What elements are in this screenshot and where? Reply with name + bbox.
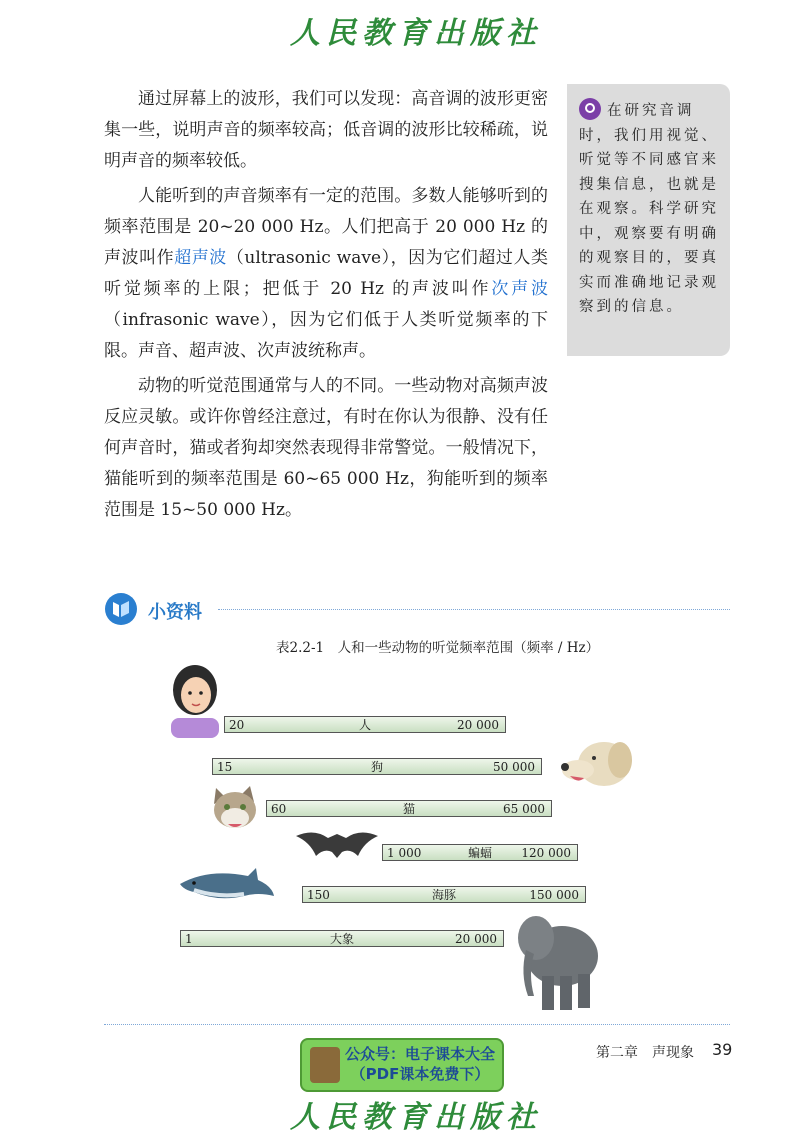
resource-title: 小资料 — [148, 602, 202, 623]
footer-divider — [104, 1024, 730, 1025]
frequency-bar — [266, 800, 552, 817]
bar-high-value: 20 000 — [455, 932, 497, 946]
sidebar-text: 在研究音调时，我们用视觉、听觉等不同感官来搜集信息，也就是在观察。科学研究中，观察要有明确的观察目的，要真实而准确地记录观察到的信息。 — [579, 103, 719, 315]
sidebar-text-block — [579, 98, 723, 320]
girl-illustration — [166, 662, 224, 738]
dolphin-illustration — [178, 862, 276, 912]
frequency-bar — [180, 930, 504, 947]
bar-high-value: 65 000 — [503, 802, 545, 816]
paragraph-2 — [104, 181, 548, 367]
dog-illustration — [556, 736, 638, 794]
bar-high-value: 120 000 — [521, 846, 571, 860]
paragraph-2-part-a: 人能听到的声音频率有一定的范围。多数人能够听到的频率范围是 20~20 000 Hz。人们把高于 20 000 Hz 的声波叫作 — [104, 186, 548, 268]
watermark-line-1: 公众号：电子课本大全 — [344, 1045, 495, 1063]
watermark-line-2: （PDF课本免费下） — [350, 1065, 490, 1083]
bar-animal-name: 人 — [358, 718, 372, 732]
book-icon — [310, 1047, 340, 1083]
resource-divider — [218, 609, 730, 610]
publisher-logo-top: 人民教育出版社 — [290, 16, 542, 51]
chapter-label: 第二章 声现象 — [596, 1045, 694, 1061]
page-number: 39 — [712, 1040, 733, 1059]
paragraph-2-part-b: （ultrasonic wave），因为它们超过人类听觉频率的上限；把低于 20 Hz 的声波叫作 — [104, 248, 548, 299]
bar-low-value: 20 — [229, 718, 245, 732]
bar-low-value: 15 — [217, 760, 233, 774]
table-caption: 表2.2-1 人和一些动物的听觉频率范围（频率 / Hz） — [276, 640, 600, 656]
bar-low-value: 150 — [307, 888, 330, 902]
frequency-bar — [224, 716, 506, 733]
frequency-bar — [302, 886, 586, 903]
bar-low-value: 60 — [271, 802, 287, 816]
paragraph-3: 动物的听觉范围通常与人的不同。一些动物对高频声波反应灵敏。或许你曾经注意过，有时在你认为很静、没有任何声音时，猫或者狗却突然表现得非常警觉。一般情况下，猫能听到的频率范围是 60~65 000 Hz，狗能听到的频率范围是 15~50 000 Hz。 — [104, 376, 548, 520]
bar-high-value: 50 000 — [493, 760, 535, 774]
resource-icon — [104, 592, 138, 626]
publisher-logo-bottom: 人民教育出版社 — [290, 1100, 542, 1135]
frequency-bar — [382, 844, 578, 861]
bar-animal-name: 海豚 — [431, 888, 457, 902]
bar-high-value: 20 000 — [457, 718, 499, 732]
bar-animal-name: 蝙蝠 — [467, 846, 493, 860]
paragraph-2-part-c: （infrasonic wave），因为它们低于人类听觉频率的下限。声音、超声波、次声波统称声。 — [104, 310, 548, 361]
bat-illustration — [294, 826, 380, 860]
bar-low-value: 1 — [185, 932, 193, 946]
term-ultrasonic: 超声波 — [174, 248, 227, 268]
frequency-bar — [212, 758, 542, 775]
bar-animal-name: 大象 — [329, 932, 355, 946]
bar-high-value: 150 000 — [529, 888, 579, 902]
eye-icon — [579, 98, 601, 120]
wechat-watermark — [300, 1038, 504, 1092]
bar-animal-name: 猫 — [402, 802, 416, 816]
elephant-illustration — [512, 904, 602, 1014]
paragraph-1: 通过屏幕上的波形，我们可以发现：高音调的波形更密集一些，说明声音的频率较高；低音调的波形比较稀疏，说明声音的频率较低。 — [104, 89, 548, 171]
main-text — [104, 84, 548, 526]
sidebar-note — [567, 84, 730, 356]
bar-animal-name: 狗 — [370, 760, 384, 774]
term-infrasonic: 次声波 — [491, 279, 549, 299]
bar-low-value: 1 000 — [387, 846, 422, 860]
cat-illustration — [206, 780, 264, 834]
